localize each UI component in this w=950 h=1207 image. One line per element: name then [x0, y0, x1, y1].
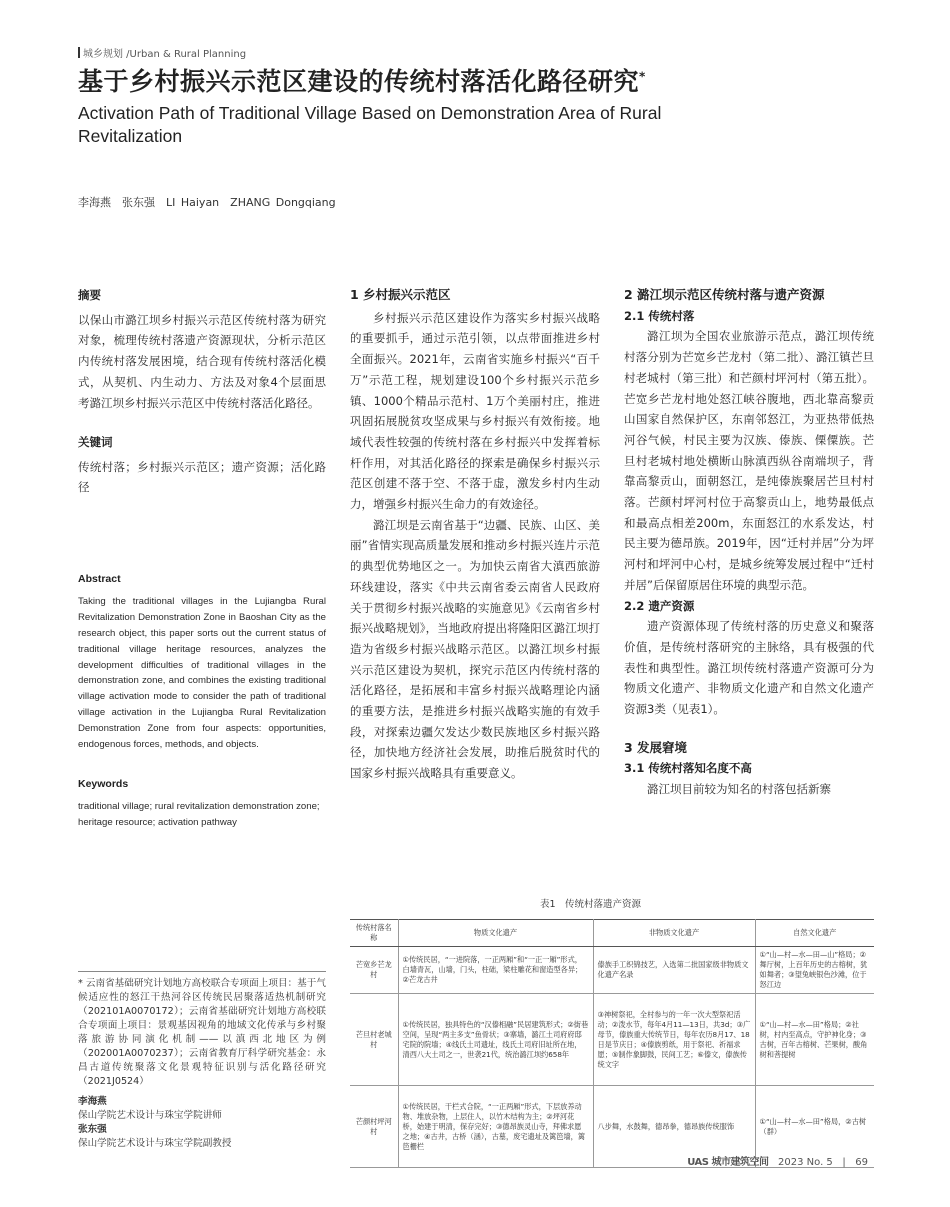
footnote-rule	[78, 971, 326, 972]
page-footer	[687, 1153, 868, 1168]
th-intangible: 非物质文化遗产	[593, 920, 755, 947]
running-header	[78, 45, 246, 60]
author-line: 李海燕 张东强 LI Haiyan ZHANG Dongqiang	[78, 196, 336, 209]
section-1-para-1: 乡村振兴示范区建设作为落实乡村振兴战略的重要抓手，通过示范引领，以点带面推进乡村全面振兴。2021年，云南省实施乡村振兴“百千万”示范工程，规划建设100个乡村振兴示范乡镇、1000个精品示范村、1万个美丽村庄，推进巩固拓展脱贫攻坚成果与乡村振兴有效衔接。地域代表性较强的传统村落在乡村振兴中发挥着标杆作用，对其活化路径的探索是确保乡村振兴示范区创建不落于空、不落于虚，激发乡村内生动力，增强乡村振兴生命力的有效途径。	[350, 310, 600, 512]
cell-village: 芒颜村坪河村	[350, 1086, 398, 1168]
th-village: 传统村落名称	[350, 920, 398, 947]
journal-logo: UAS 城市建筑空间	[687, 1157, 769, 1168]
author1-name: 李海燕	[78, 1096, 107, 1107]
abstract-en-text: Taking the traditional villages in the Lujiangba Rural Revitalization Demonstration Zone in Baoshan City as the research object, this paper sorts out the current status of traditional village heritage resources, analyzes the development difficulties of traditional villages in the demonstration zone, and combines the existing traditional village activation mode to consider the path of traditional village activation in the Lujiangba Rural Revitalization Demonstration Zone from four aspects: opportunities, endogenous forces, methods, and objects.	[78, 595, 326, 751]
section-2-1-para: 潞江坝为全国农业旅游示范点，潞江坝传统村落分别为芒宽乡芒龙村（第二批）、潞江镇芒旦村老城村（第三批）和芒颜村坪河村（第五批）。芒宽乡芒龙村地处怒江峡谷腹地，西北靠高黎贡山国家自然保护区，东南邻怒江，为亚热带低热河谷气候，村民主要为汉族、傣族、傈僳族。芒旦村老城村地处横断山脉滇西纵谷南端坝子，背靠高黎贡山，面朝怒江，是纯傣族聚居芒旦村村落。芒颜村坪河村位于高黎贡山上，地势最低点和最高点相差200m，东面怒江的水系发达，村民主要为德昂族。2019年，因“迁村并居”分为坪河村和坪河中心村，是城乡统筹发展过程中“迁村并居”后保留原居住环境的典型示范。	[624, 329, 874, 592]
cell-material: ①传统民居，“一进院落，一正两厢”和“一正一厢”形式，白墙青瓦，山墙，门头，柱础，梁柱雕花和窗造型各异；②芒龙古井	[398, 947, 593, 994]
cell-village: 芒宽乡芒龙村	[350, 947, 398, 994]
header-bar	[78, 47, 80, 58]
table-row	[350, 994, 874, 1086]
section-1	[350, 285, 600, 784]
article-title-cn	[78, 62, 646, 98]
cell-natural: ①“山—村—水—田—山”格局；②舞厅树，上百年历史的古榕树，犹如舞者；③望兔峡银色沙滩，位于怒江边	[755, 947, 874, 994]
cell-intangible: 傣族手工织锦技艺，入选第二批国家级非物质文化遗产名录	[593, 947, 755, 994]
section-2-1-heading: 2.1 传统村落	[624, 308, 695, 323]
cell-material: ①传统民居，干栏式合院，“一正两厢”形式，下层放养动物、堆放杂物，上层住人，以竹木结构为主；②坪河花桥，始建于明清，保存完好；③德昂族灵山寺，拜佛求愿之地；④古井，古桥（涵），古墓，废宅遗址及篱笆墙，篱笆栅栏	[398, 1086, 593, 1168]
table-1-wrap	[350, 919, 874, 1168]
abstract-cn-block	[78, 285, 326, 413]
keywords-cn-block	[78, 432, 326, 498]
cell-village: 芒旦村老城村	[350, 994, 398, 1086]
author1-title: 保山学院艺术设计与珠宝学院讲师	[78, 1110, 222, 1121]
fund-note: * 云南省基础研究计划地方高校联合专项面上项目：基于气候适应性的怒江干热河谷区传统民居聚落适热机制研究（202101A0070172）；云南省基础研究计划地方高校联合专项面上项目：景观基因视角的地域文化传承与乡村聚落旅游协同演化机制——以滇西北地区为例（202001A0070237）；云南省教育厅科学研究基金：永昌古道传统聚落文化景观特征识别与活化路径研究（2021J0524）	[78, 978, 326, 1087]
abstract-cn-text: 以保山市潞江坝乡村振兴示范区传统村落为研究对象，梳理传统村落遗产资源现状，分析示范区内传统村落发展困境，结合现有传统村落活化模式，从契机、内生动力、方法及对象4个层面思考潞江坝乡村振兴示范区中传统村落活化路径。	[78, 312, 326, 410]
abstract-cn-label: 摘要	[78, 288, 101, 302]
section-2	[624, 285, 874, 800]
table-header-row	[350, 920, 874, 947]
issue-number: 2023 No. 5	[778, 1157, 833, 1168]
table-1	[350, 919, 874, 1168]
keywords-cn-text: 传统村落；乡村振兴示范区；遗产资源；活化路径	[78, 459, 326, 495]
section-1-heading: 1 乡村振兴示范区	[350, 287, 451, 302]
author2-title: 保山学院艺术设计与珠宝学院副教授	[78, 1138, 232, 1149]
cell-material: ①传统民居，独具特色的“汉傣相融”民居建筑形式；②街巷空间，呈现“两主多支”鱼骨状；③寨墙，潞江土司府府邸宅院的院墙；④线氏土司遗址，线氏土司府旧址所在地，清西八大土司之一，世袭21代，统治潞江坝约658年	[398, 994, 593, 1086]
footer-separator: |	[842, 1157, 846, 1168]
section-3-1-heading: 3.1 传统村落知名度不高	[624, 761, 752, 776]
section-1-para-2: 潞江坝是云南省基于“边疆、民族、山区、美丽”省情实现高质量发展和推动乡村振兴连片示范的典型优势地区之一。为加快云南省大滇西旅游环线建设，落实《中共云南省委云南省人民政府关于贯彻乡村振兴战略的实施意见》《云南省乡村振兴战略规划》，当地政府提出将隆阳区潞江坝打造为省级乡村振兴战略示范区。以潞江坝乡村振兴示范区建设为契机，探究示范区内传统村落的活化路径，是拓展和丰富乡村振兴战略理论内涵的重要方法，是推进乡村振兴战略实施的有效手段，对探索边疆欠发达少数民族地区乡村振兴路径，加快地方经济社会发展，助推后脱贫时代的国家乡村振兴战略具有重要意义。	[350, 517, 600, 781]
footnote-block	[78, 977, 326, 1151]
abstract-en-label: Abstract	[78, 573, 121, 585]
th-material: 物质文化遗产	[398, 920, 593, 947]
keywords-en-label: Keywords	[78, 778, 129, 790]
cell-intangible: 八步舞，水鼓舞，德昂拳，德昂族传统服饰	[593, 1086, 755, 1168]
section-3-heading: 3 发展窘境	[624, 739, 688, 755]
cell-intangible: ③神树祭祀，全村参与的一年一次大型祭祀活动；②泼水节，每年4月11—13日，共3d；③广母节，傣族重大传统节日，每年农历8月17、18日是节庆日；④傣族剪纸，用于祭祀、祈福求愿；⑤制作象脚鼓，民间工艺；⑥傣文，傣族传统文字	[593, 994, 755, 1086]
keywords-cn-label: 关键词	[78, 435, 113, 449]
title-cn-text: 基于乡村振兴示范区建设的传统村落活化路径研究	[78, 67, 640, 96]
section-2-2-para: 遗产资源体现了传统村落的历史意义和聚落价值，是传统村落研究的主脉络，具有极强的代表性和典型性。潞江坝传统村落遗产资源可分为物质文化遗产、非物质文化遗产和自然文化遗产资源3类（见表1）。	[624, 619, 874, 717]
title-footnote-mark: *	[639, 69, 646, 84]
article-title-en: Activation Path of Traditional Village Based on Demonstration Area of Rural Revitalization	[78, 103, 662, 146]
table-caption: 表1 传统村落遗产资源	[540, 899, 642, 910]
section-3-1-para: 潞江坝目前较为知名的村落包括新寨	[647, 782, 831, 797]
header-section: 城乡规划 /Urban & Rural Planning	[83, 49, 247, 60]
cell-natural: ①“山—村—水—田”格局；②社树，村内至高点，守护神化身；③古树，百年古榕树、芒果树，酸角树和菩提树	[755, 994, 874, 1086]
section-2-2-heading: 2.2 遗产资源	[624, 598, 695, 613]
page-number: 69	[855, 1157, 868, 1168]
th-natural: 自然文化遗产	[755, 920, 874, 947]
keywords-en-text: traditional village; rural revitalization demonstration zone; heritage resource; activation pathway	[78, 800, 320, 828]
cell-natural: ①“山—村—水—田”格局，②古树（群）	[755, 1086, 874, 1168]
author2-name: 张东强	[78, 1124, 107, 1135]
section-2-heading: 2 潞江坝示范区传统村落与遗产资源	[624, 287, 825, 302]
abstract-en-block	[78, 572, 326, 753]
keywords-en-block	[78, 777, 326, 831]
table-row	[350, 947, 874, 994]
